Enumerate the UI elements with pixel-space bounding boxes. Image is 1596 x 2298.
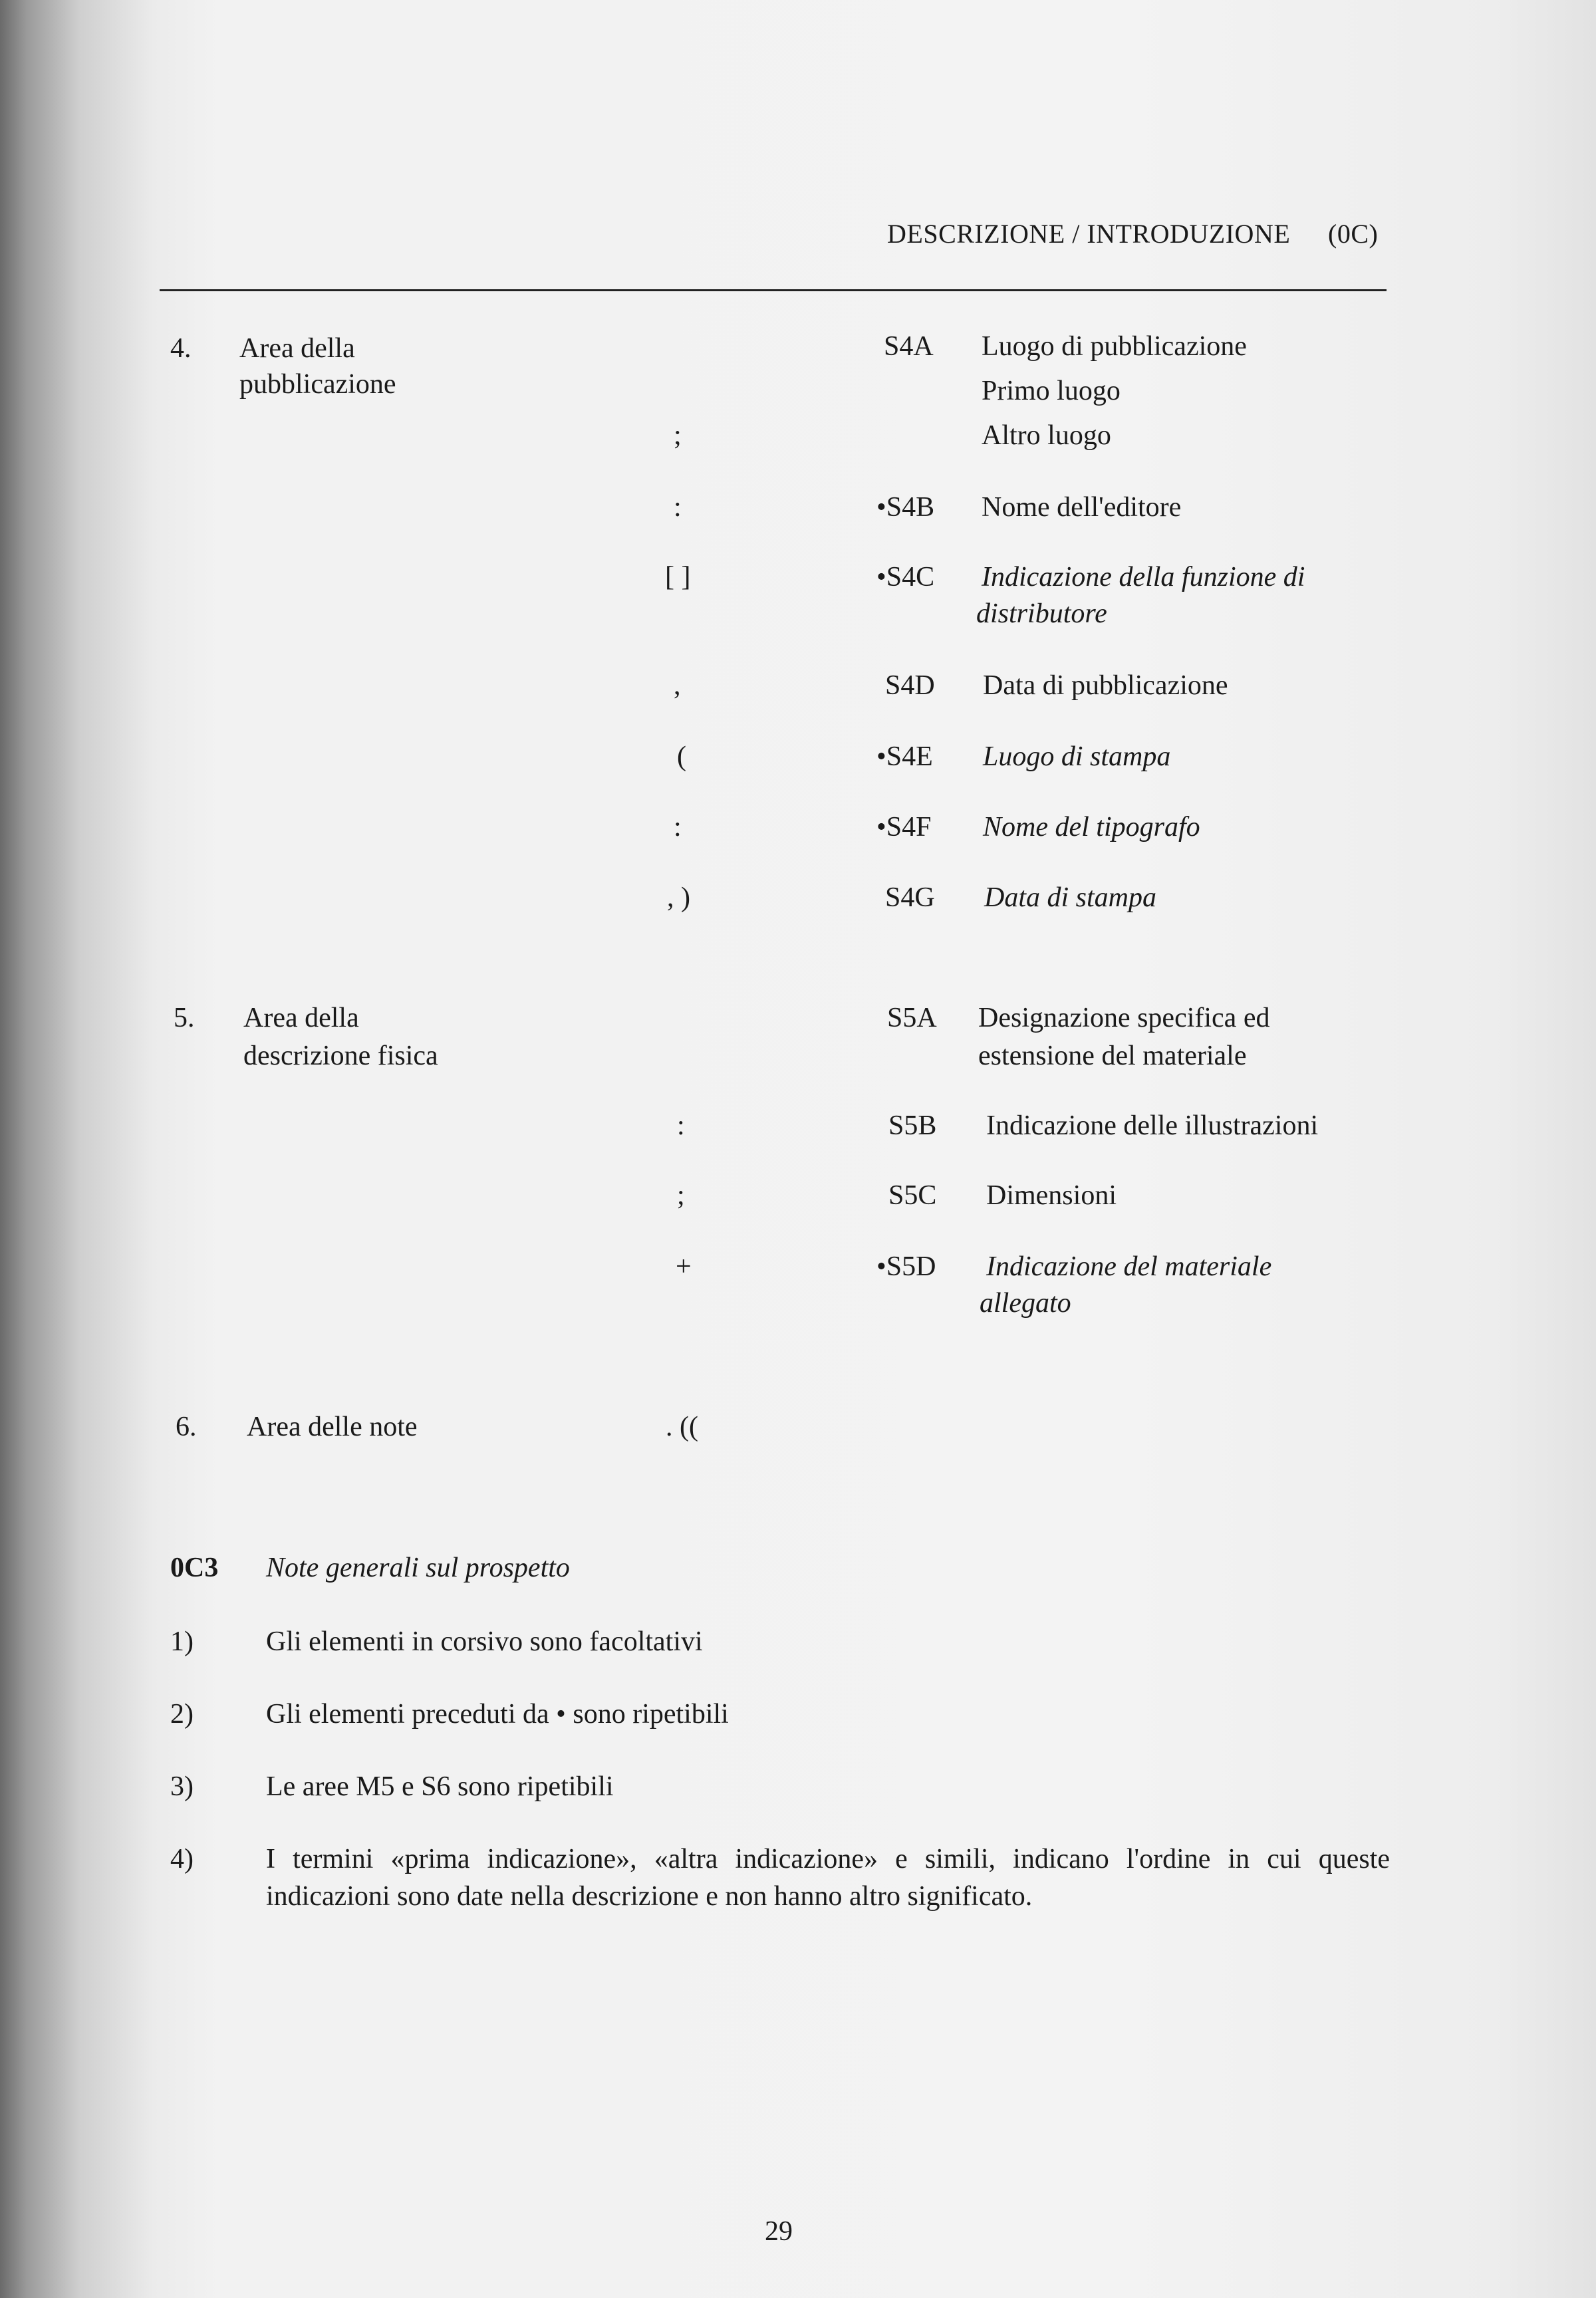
element-label: Designazione specifica ed [978,1003,1270,1033]
note-text: Gli elementi preceduti da • sono ripetibili [266,1699,729,1729]
area-6-name: Area delle note [247,1412,418,1442]
element-label: Indicazione delle illustrazioni [986,1110,1319,1141]
area-4-name-line2: pubblicazione [239,369,396,400]
element-label-cont: allegato [980,1288,1071,1319]
page-number: 29 [765,2216,793,2247]
area-5-name-line1: Area della [243,1003,359,1033]
section-code: 0C3 [170,1553,219,1583]
area-4-name-line1: Area della [239,333,355,364]
element-punctuation: + [676,1251,692,1282]
element-code: S4A [884,331,934,362]
element-label: Data di stampa [984,882,1157,913]
element-punctuation: , [674,670,681,701]
note-text: Gli elementi in corsivo sono facoltativi [266,1626,703,1657]
running-header-code: (0C) [1328,219,1379,249]
element-label: Nome del tipografo [983,812,1200,842]
element-code: •S5D [876,1251,936,1282]
element-code: S5C [888,1180,937,1211]
running-header-title: DESCRIZIONE / INTRODUZIONE [887,219,1291,249]
element-punctuation: : [674,812,682,842]
area-5-name-line2: descrizione fisica [243,1041,438,1071]
element-punctuation: , ) [667,882,690,913]
element-label: Indicazione del materiale [986,1251,1272,1282]
element-punctuation: [ ] [665,562,691,592]
element-punctuation: . (( [666,1412,698,1442]
note-number: 3) [170,1771,194,1802]
element-label: Altro luogo [982,420,1111,451]
element-punctuation: : [674,492,682,523]
area-5-number: 5. [174,1003,195,1033]
note-number: 1) [170,1626,194,1657]
element-punctuation: ; [674,420,682,451]
element-label: Data di pubblicazione [983,670,1228,701]
element-punctuation: ( [677,741,686,772]
element-label: Primo luogo [982,376,1121,406]
element-code: S5A [887,1003,937,1033]
area-4-number: 4. [170,333,192,364]
note-number: 2) [170,1699,194,1729]
element-label: Luogo di stampa [983,741,1171,772]
element-code: •S4E [876,741,933,772]
element-code: •S4B [876,492,935,523]
element-code: S4G [885,882,935,913]
element-code: •S4F [876,812,932,842]
element-code: •S4C [876,562,935,592]
note-text: I termini «prima indicazione», «altra indicazione» e simili, indicano l'ordine in cui queste indicazioni sono date nella descrizione e non hanno altro significato. [266,1844,1390,1912]
element-label-cont: estensione del materiale [978,1041,1247,1071]
element-punctuation: : [677,1110,685,1141]
section-title: Note generali sul prospetto [266,1553,570,1583]
area-6-number: 6. [176,1412,197,1442]
element-label: Luogo di pubblicazione [982,331,1247,362]
note-text: Le aree M5 e S6 sono ripetibili [266,1771,614,1802]
element-label: Indicazione della funzione di [982,562,1305,592]
element-code: S4D [885,670,935,701]
element-punctuation: ; [677,1180,685,1211]
element-label-cont: distributore [976,598,1107,629]
element-label: Dimensioni [986,1180,1117,1211]
element-code: S5B [888,1110,937,1141]
note-number: 4) [170,1844,194,1874]
element-label: Nome dell'editore [982,492,1182,523]
header-rule [160,289,1387,291]
